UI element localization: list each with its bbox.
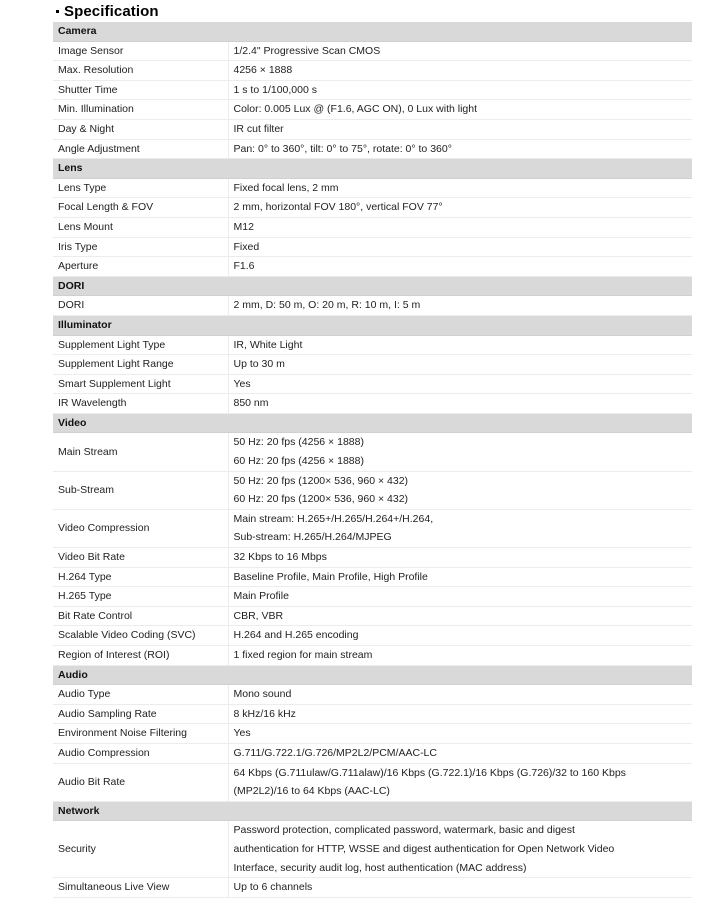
spec-value bbox=[228, 237, 692, 257]
spec-label: Simultaneous Live View bbox=[53, 878, 228, 898]
section-title: DORI bbox=[53, 276, 692, 296]
spec-value-line: 32 Kbps to 16 Mbps bbox=[233, 551, 327, 564]
spec-label: Smart Supplement Light bbox=[53, 374, 228, 394]
spec-value bbox=[228, 335, 692, 355]
spec-value-line: Fixed focal lens, 2 mm bbox=[233, 181, 339, 194]
spec-row bbox=[53, 217, 692, 237]
spec-row bbox=[53, 257, 692, 277]
spec-row bbox=[53, 296, 692, 316]
section-title: Camera bbox=[53, 22, 692, 41]
spec-value-line: Color: 0.005 Lux @ (F1.6, AGC ON), 0 Lux with light bbox=[233, 103, 478, 116]
page-title bbox=[56, 3, 159, 20]
spec-value bbox=[228, 139, 692, 159]
spec-row bbox=[53, 878, 692, 898]
spec-value-line: Password protection, complicated password, watermark, basic and digest bbox=[233, 824, 575, 837]
spec-value bbox=[228, 374, 692, 394]
spec-value-line: M12 bbox=[233, 220, 254, 233]
spec-label: Supplement Light Type bbox=[53, 335, 228, 355]
spec-value bbox=[228, 763, 692, 801]
spec-label: Shutter Time bbox=[53, 80, 228, 100]
spec-row bbox=[53, 704, 692, 724]
spec-value bbox=[228, 878, 692, 898]
spec-label: Audio Sampling Rate bbox=[53, 704, 228, 724]
spec-row bbox=[53, 237, 692, 257]
section-header bbox=[53, 315, 692, 335]
bullet-icon bbox=[56, 10, 59, 13]
spec-value-line: 64 Kbps (G.711ulaw/G.711alaw)/16 Kbps (G.722.1)/16 Kbps (G.726)/32 to 160 Kbps bbox=[233, 766, 626, 779]
spec-value-line: CBR, VBR bbox=[233, 609, 284, 622]
spec-row bbox=[53, 80, 692, 100]
spec-value-line: 60 Hz: 20 fps (4256 × 1888) bbox=[233, 455, 364, 468]
spec-value-line: 8 kHz/16 kHz bbox=[233, 707, 296, 720]
spec-value bbox=[228, 471, 692, 509]
spec-row bbox=[53, 509, 692, 547]
spec-row bbox=[53, 394, 692, 414]
spec-label: Lens Mount bbox=[53, 217, 228, 237]
spec-value bbox=[228, 724, 692, 744]
spec-label: H.264 Type bbox=[53, 567, 228, 587]
section-title: Network bbox=[53, 801, 692, 821]
spec-value-line: 4256 × 1888 bbox=[233, 64, 293, 77]
spec-label: Supplement Light Range bbox=[53, 355, 228, 375]
spec-value bbox=[228, 587, 692, 607]
spec-value-line: G.711/G.722.1/G.726/MP2L2/PCM/AAC-LC bbox=[233, 746, 437, 759]
spec-row bbox=[53, 374, 692, 394]
spec-row bbox=[53, 433, 692, 471]
spec-row bbox=[53, 743, 692, 763]
spec-label: Iris Type bbox=[53, 237, 228, 257]
spec-row bbox=[53, 355, 692, 375]
spec-row bbox=[53, 567, 692, 587]
section-header bbox=[53, 159, 692, 179]
spec-label: Security bbox=[53, 821, 228, 878]
spec-value-line: Pan: 0° to 360°, tilt: 0° to 75°, rotate: 0° to 360° bbox=[233, 142, 452, 155]
spec-row bbox=[53, 685, 692, 705]
spec-value bbox=[228, 704, 692, 724]
spec-value bbox=[228, 646, 692, 666]
spec-label: Aperture bbox=[53, 257, 228, 277]
spec-label: Video Bit Rate bbox=[53, 548, 228, 568]
section-header bbox=[53, 22, 692, 41]
spec-value-line: 60 Hz: 20 fps (1200× 536, 960 × 432) bbox=[233, 493, 409, 506]
spec-row bbox=[53, 626, 692, 646]
section-header bbox=[53, 665, 692, 685]
spec-value bbox=[228, 198, 692, 218]
spec-value-line: Interface, security audit log, host authentication (MAC address) bbox=[233, 861, 527, 874]
spec-value-line: Up to 30 m bbox=[233, 358, 285, 371]
spec-value-line: 50 Hz: 20 fps (4256 × 1888) bbox=[233, 436, 364, 449]
spec-label: Main Stream bbox=[53, 433, 228, 471]
spec-label: H.265 Type bbox=[53, 587, 228, 607]
spec-value-line: Up to 6 channels bbox=[233, 881, 313, 894]
spec-value bbox=[228, 626, 692, 646]
spec-value bbox=[228, 119, 692, 139]
spec-value bbox=[228, 100, 692, 120]
spec-value-line: 1/2.4" Progressive Scan CMOS bbox=[233, 44, 381, 57]
spec-row bbox=[53, 724, 692, 744]
spec-row bbox=[53, 198, 692, 218]
spec-value bbox=[228, 296, 692, 316]
spec-label: Max. Resolution bbox=[53, 61, 228, 81]
spec-value-line: 850 nm bbox=[233, 397, 269, 410]
section-header bbox=[53, 413, 692, 433]
spec-value-line: 2 mm, D: 50 m, O: 20 m, R: 10 m, I: 5 m bbox=[233, 299, 421, 312]
spec-label: Bit Rate Control bbox=[53, 606, 228, 626]
spec-row bbox=[53, 821, 692, 878]
spec-label: Angle Adjustment bbox=[53, 139, 228, 159]
spec-value-line: IR cut filter bbox=[233, 122, 284, 135]
spec-row bbox=[53, 606, 692, 626]
spec-row bbox=[53, 587, 692, 607]
spec-label: Region of Interest (ROI) bbox=[53, 646, 228, 666]
spec-table-body bbox=[53, 22, 692, 897]
spec-value bbox=[228, 743, 692, 763]
spec-row bbox=[53, 178, 692, 198]
spec-value bbox=[228, 509, 692, 547]
spec-value-line: Sub-stream: H.265/H.264/MJPEG bbox=[233, 531, 392, 544]
spec-row bbox=[53, 41, 692, 61]
spec-label: Min. Illumination bbox=[53, 100, 228, 120]
spec-value bbox=[228, 433, 692, 471]
spec-value bbox=[228, 41, 692, 61]
spec-label: Audio Type bbox=[53, 685, 228, 705]
spec-value bbox=[228, 217, 692, 237]
spec-value-line: 50 Hz: 20 fps (1200× 536, 960 × 432) bbox=[233, 474, 409, 487]
section-title: Video bbox=[53, 413, 692, 433]
section-title: Illuminator bbox=[53, 315, 692, 335]
spec-value bbox=[228, 606, 692, 626]
spec-value-line: Yes bbox=[233, 727, 251, 740]
spec-label: DORI bbox=[53, 296, 228, 316]
spec-label: Image Sensor bbox=[53, 41, 228, 61]
spec-row bbox=[53, 646, 692, 666]
spec-value bbox=[228, 821, 692, 878]
spec-row bbox=[53, 119, 692, 139]
spec-value-line: Yes bbox=[233, 377, 251, 390]
spec-label: Lens Type bbox=[53, 178, 228, 198]
spec-value bbox=[228, 394, 692, 414]
spec-row bbox=[53, 100, 692, 120]
spec-value-line: (MP2L2)/16 to 64 Kbps (AAC-LC) bbox=[233, 785, 390, 798]
spec-value-line: 2 mm, horizontal FOV 180°, vertical FOV 77° bbox=[233, 201, 443, 214]
spec-value-line: authentication for HTTP, WSSE and digest authentication for Open Network Video bbox=[233, 842, 615, 855]
spec-value bbox=[228, 178, 692, 198]
spec-value-line: 1 fixed region for main stream bbox=[233, 649, 373, 661]
section-header bbox=[53, 276, 692, 296]
spec-value bbox=[228, 355, 692, 375]
spec-label: Scalable Video Coding (SVC) bbox=[53, 626, 228, 646]
spec-value-line: Main Profile bbox=[233, 590, 289, 603]
spec-row bbox=[53, 471, 692, 509]
spec-table bbox=[53, 22, 692, 898]
spec-row bbox=[53, 139, 692, 159]
spec-value bbox=[228, 61, 692, 81]
spec-value-line: IR, White Light bbox=[233, 338, 303, 351]
spec-label: Environment Noise Filtering bbox=[53, 724, 228, 744]
spec-label: Day & Night bbox=[53, 119, 228, 139]
spec-value bbox=[228, 80, 692, 100]
spec-label: Focal Length & FOV bbox=[53, 198, 228, 218]
page-title-text: Specification bbox=[64, 3, 159, 20]
section-title: Lens bbox=[53, 159, 692, 179]
spec-label: Audio Compression bbox=[53, 743, 228, 763]
spec-value-line: Fixed bbox=[233, 240, 260, 253]
section-title: Audio bbox=[53, 665, 692, 685]
spec-value-line: H.264 and H.265 encoding bbox=[233, 629, 359, 642]
section-header bbox=[53, 801, 692, 821]
spec-row bbox=[53, 61, 692, 81]
spec-row bbox=[53, 548, 692, 568]
spec-value-line: 1 s to 1/100,000 s bbox=[233, 83, 317, 96]
spec-label: Sub-Stream bbox=[53, 471, 228, 509]
spec-value bbox=[228, 685, 692, 705]
spec-value-line: Baseline Profile, Main Profile, High Profile bbox=[233, 570, 428, 583]
spec-row bbox=[53, 335, 692, 355]
spec-value bbox=[228, 548, 692, 568]
spec-value-line: F1.6 bbox=[233, 260, 255, 273]
spec-value bbox=[228, 257, 692, 277]
spec-value-line: Mono sound bbox=[233, 688, 292, 701]
spec-value-line: Main stream: H.265+/H.265/H.264+/H.264, bbox=[233, 512, 434, 525]
spec-row bbox=[53, 763, 692, 801]
spec-label: Audio Bit Rate bbox=[53, 763, 228, 801]
spec-label: IR Wavelength bbox=[53, 394, 228, 414]
spec-value bbox=[228, 567, 692, 587]
spec-label: Video Compression bbox=[53, 509, 228, 547]
